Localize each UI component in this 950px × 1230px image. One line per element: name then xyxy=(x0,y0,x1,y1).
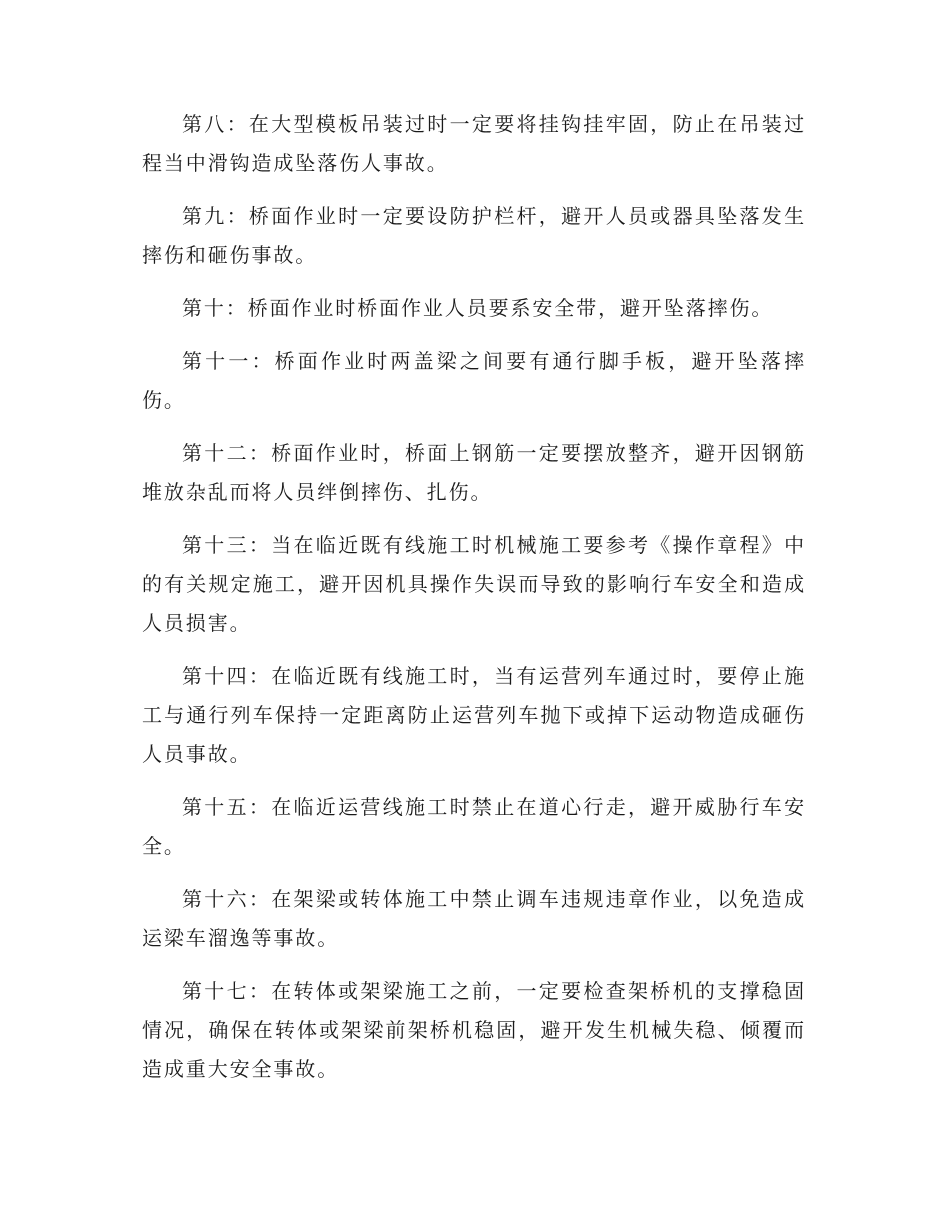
paragraph-13: 第十三：当在临近既有线施工时机械施工要参考《操作章程》中的有关规定施工，避开因机具操作失误而导致的影响行车安全和造成人员损害。 xyxy=(142,533,806,635)
paragraph-15: 第十五：在临近运营线施工时禁止在道心行走，避开威胁行车安全。 xyxy=(142,795,806,858)
paragraph-12: 第十二：桥面作业时，桥面上钢筋一定要摆放整齐，避开因钢筋堆放杂乱而将人员绊倒摔伤、扎伤。 xyxy=(142,441,806,504)
paragraph-16: 第十六：在架梁或转体施工中禁止调车违规违章作业，以免造成运梁车溜逸等事故。 xyxy=(142,887,806,950)
paragraph-14: 第十四：在临近既有线施工时，当有运营列车通过时，要停止施工与通行列车保持一定距离防止运营列车抛下或掉下运动物造成砸伤人员事故。 xyxy=(142,664,806,766)
paragraph-8: 第八：在大型模板吊装过时一定要将挂钩挂牢固，防止在吊装过程当中滑钩造成坠落伤人事故。 xyxy=(142,112,806,175)
paragraph-9: 第九：桥面作业时一定要设防护栏杆，避开人员或器具坠落发生摔伤和砸伤事故。 xyxy=(142,204,806,267)
paragraph-10: 第十：桥面作业时桥面作业人员要系安全带，避开坠落摔伤。 xyxy=(182,296,774,320)
document-body xyxy=(142,105,806,1103)
paragraph-17: 第十七：在转体或架梁施工之前，一定要检查架桥机的支撑稳固情况，确保在转体或架梁前架桥机稳固，避开发生机械失稳、倾覆而造成重大安全事故。 xyxy=(142,979,806,1081)
paragraph-11: 第十一：桥面作业时两盖梁之间要有通行脚手板，避开坠落摔伤。 xyxy=(142,349,806,412)
